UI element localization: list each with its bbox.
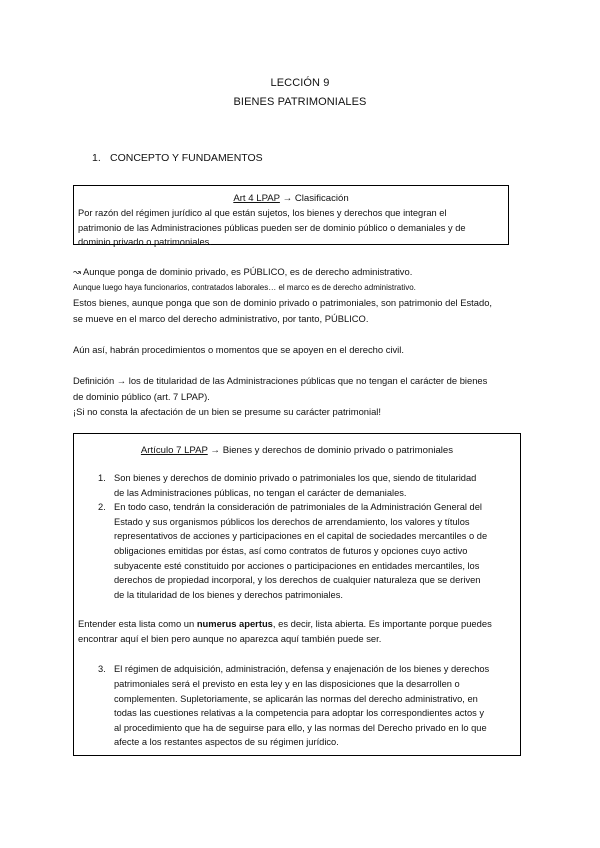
list-item [78,500,514,602]
art7-box-title [78,445,516,457]
art4-box-title [78,193,504,205]
note-text: , es decir, lista abierta. Es importante porque puedes [272,618,492,630]
text-line: patrimonio de las Administraciones públicas pueden ser de dominio público o demaniales y de [78,222,466,233]
text-line: Por razón del régimen jurídico al que están sujetos, los bienes y derechos que integran el [78,208,447,218]
presumption-note: ¡Si no consta la afectación de un bien se presume su carácter patrimonial! [73,406,381,417]
text-line: representativos de acciones y participaciones en el capital de sociedades mercantiles o de [114,531,488,542]
note-line: encontrar aquí el bien pero aunque no aparezca aquí también puede ser. [78,633,382,645]
text-line: Estado y sus organismos públicos los derechos de arrendamiento, los valores y títulos [114,516,470,527]
definition-text: los de titularidad de las Administraciones públicas que no tengan el carácter de bienes [128,375,488,386]
list-item [78,662,514,750]
note-civil: Aún así, habrán procedimientos o momentos que se apoyen en el derecho civil. [73,344,404,355]
note-patrimonio-2: se mueve en el marco del derecho administrativo, por tanto, PÚBLICO. [73,313,369,324]
note-text: Entender esta lista como un [78,618,197,630]
art7-ref: Artículo 7 LPAP [140,445,208,456]
arrow-icon: → [282,193,293,204]
text-line: En todo caso, tendrán la consideración de patrimoniales de la Administración General del [114,502,482,513]
text-line: al procedimiento que ha de seguirse para ello, y las normas del Derecho privado en lo que [114,722,487,733]
text-line: afecte a los restantes aspectos de su régimen jurídico. [114,737,339,748]
text-line: dominio privado o patrimoniales. [78,237,212,248]
list-item-number: 2. [98,502,106,513]
note-line [78,616,516,631]
section-heading [92,152,263,164]
text-line: Son bienes y derechos de dominio privado o patrimoniales los que, siendo de titularidad [114,473,477,483]
lesson-number: LECCIÓN 9 [270,77,330,89]
art7-box [73,433,521,756]
text-line: El régimen de adquisición, administración, defensa y enajenación de los bienes y derechos [114,664,490,675]
definition [73,373,533,389]
section-number: 1. [92,152,101,164]
numerus-apertus-note [78,616,516,646]
note-framework: Aunque luego haya funcionarios, contratados laborales… el marco es de derecho administrativo. [73,283,416,292]
section-label: CONCEPTO Y FUNDAMENTOS [110,152,263,164]
text-line: subyacente esté constituido por acciones o participaciones en entidades mercantiles, los [114,560,480,571]
art4-text [78,206,504,250]
art7-heading: Bienes y derechos de dominio privado o patrimoniales [222,445,454,456]
text-line: de la titularidad de los bienes y derechos patrimoniales. [114,589,343,600]
note-bold-term: numerus apertus [196,618,273,630]
note-public: ↝ Aunque ponga de dominio privado, es PÚBLICO, es de derecho administrativo. [73,266,413,277]
list-item [78,471,514,500]
text-line: obligaciones emitidas por éstas, así como contratos de futuros y opciones cuyo activo [114,545,468,556]
text-line: derechos de propiedad incorporal, y los derechos de cualquier naturaleza que se deriven [114,575,481,586]
art4-heading: Clasificación [294,193,349,204]
lesson-title: BIENES PATRIMONIALES [233,96,367,108]
text-line: patrimoniales será el previsto en esta ley y en las disposiciones que la desarrollen o [114,678,460,689]
definition-line-2: de dominio público (art. 7 LPAP). [73,391,210,402]
list-item-number: 3. [98,664,106,675]
arrow-icon: → [116,375,127,386]
text-line: de las Administraciones públicas, no tengan el carácter de demaniales. [114,487,407,498]
text-line: complementen. Supletoriamente, se aplicarán las normas del derecho administrativo, en [114,693,478,704]
art4-ref: Art 4 LPAP [233,193,280,204]
note-patrimonio-1: Estos bienes, aunque ponga que son de dominio privado o patrimoniales, son patrimonio del Estado, [73,297,493,308]
arrow-icon: → [210,445,221,456]
text-line: todas las cuestiones relativas a la competencia para adoptar los correspondientes actos y [114,708,485,719]
art4-box [73,185,509,248]
definition-label: Definición [73,375,115,386]
list-item-number: 1. [98,473,106,483]
